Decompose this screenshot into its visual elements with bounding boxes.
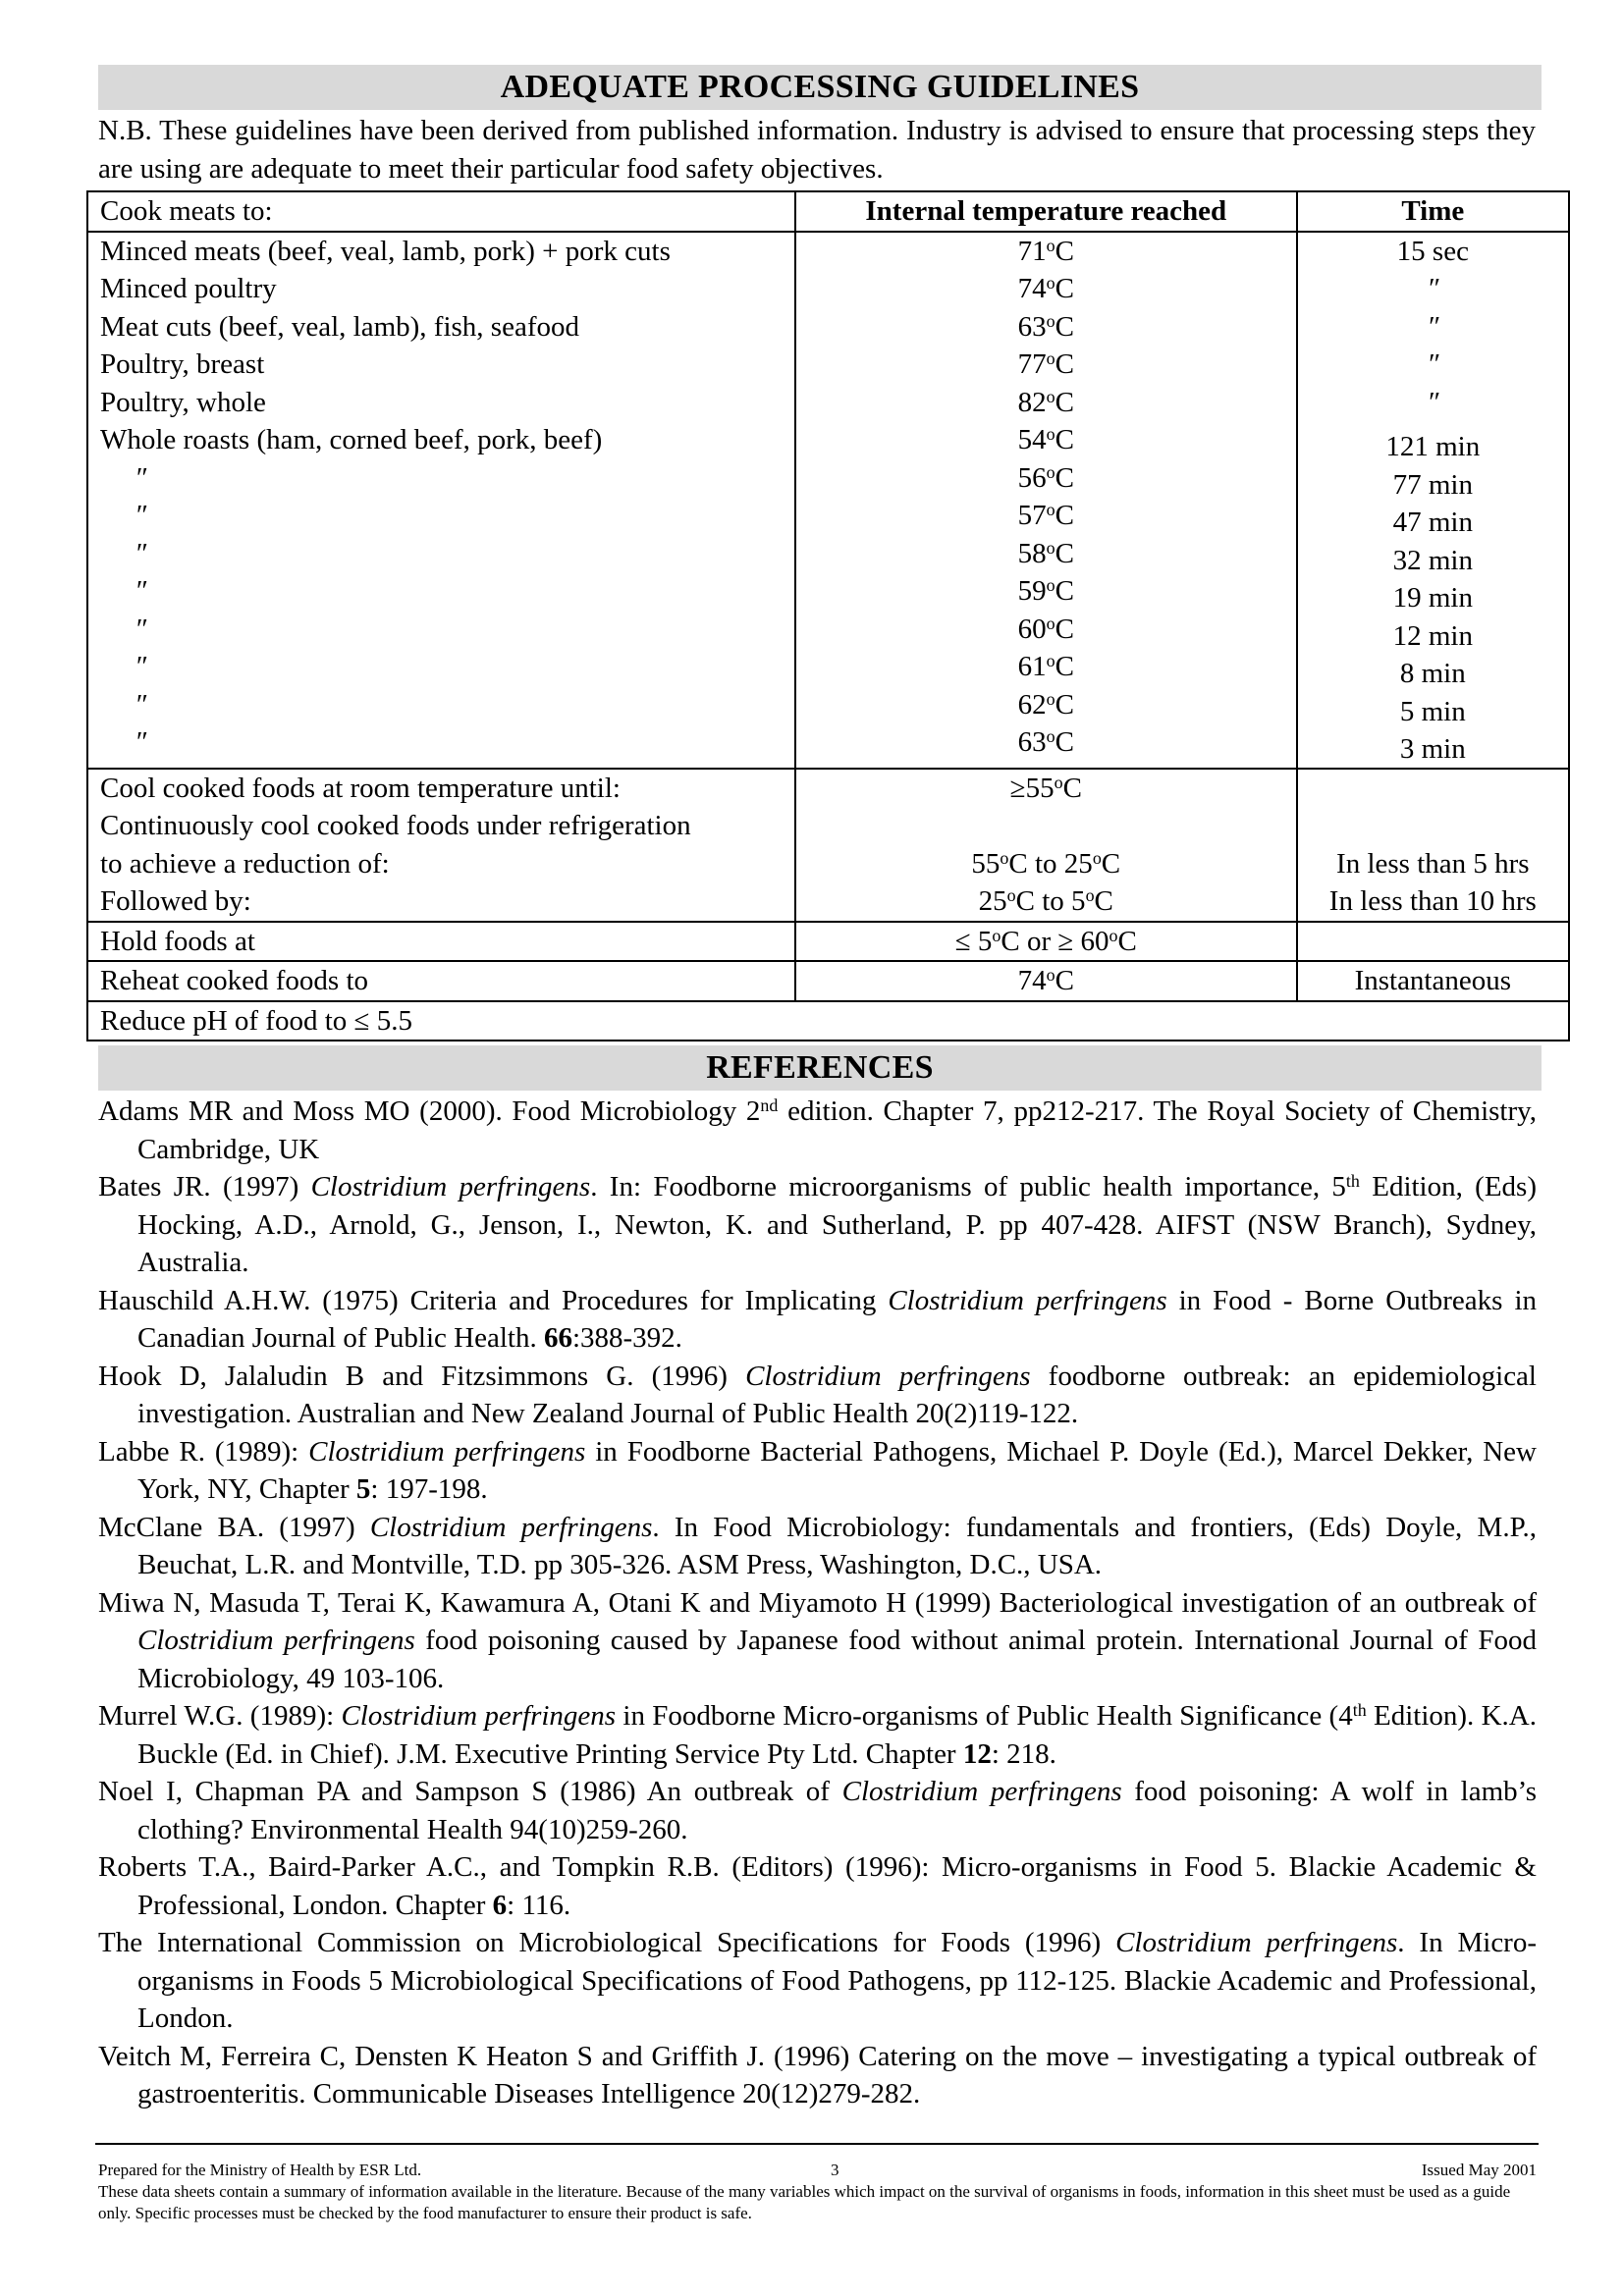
processing-table <box>86 190 1570 1041</box>
degree-unit: C <box>1055 537 1074 569</box>
ref-sup: th <box>1345 1171 1360 1192</box>
degree-sup: o <box>1046 613 1055 633</box>
cook-row-time: ″ <box>1427 386 1439 418</box>
references-list <box>98 1093 1537 2113</box>
degree-sup: o <box>1054 772 1063 792</box>
degree-sup: o <box>1092 847 1102 868</box>
ref-text: foodborne outbreak: an epidemiological investigation. Australian and New Zealand Journal of Public Health 20(2)119-122. <box>137 1360 1537 1429</box>
cook-row-temp <box>796 572 1296 611</box>
reference-item <box>98 1168 1537 1282</box>
cook-row-temp-value: 60 <box>1017 613 1047 645</box>
ref-italic: Clostridium perfringens <box>308 1435 586 1468</box>
cook-times-cell <box>1297 232 1569 769</box>
cool-temp-4a: 25 <box>978 885 1007 917</box>
cook-row-time: ″ <box>1427 273 1439 304</box>
cook-row-temp <box>796 611 1296 649</box>
ref-text: Noel I, Chapman PA and Sampson S (1986) An outbreak of <box>98 1776 842 1807</box>
cook-row-item: ″ <box>135 500 147 531</box>
cook-row-time: 121 min <box>1385 431 1481 462</box>
hold-item: Hold foods at <box>87 922 795 962</box>
ref-text: Murrel W.G. (1989): <box>98 1700 342 1732</box>
page <box>95 65 1539 2113</box>
cook-row-temp-value: 63 <box>1017 310 1047 343</box>
cool-temp-4 <box>796 882 1296 921</box>
cool-temp-1 <box>796 770 1296 808</box>
cool-temps-cell <box>795 769 1297 922</box>
degree-unit: C <box>1055 386 1074 418</box>
hold-temp-b: C or ≥ 60 <box>1001 925 1109 957</box>
cook-row-time: 3 min <box>1399 733 1466 765</box>
degree-sup: o <box>1046 461 1055 482</box>
degree-unit: C <box>1055 310 1074 343</box>
degree-sup: o <box>1046 688 1055 709</box>
header-cook-meats: Cook meats to: <box>87 191 795 232</box>
cook-row-time: 15 sec <box>1396 235 1469 267</box>
degree-sup: o <box>1046 500 1055 520</box>
ref-text: Hook D, Jalaludin B and Fitzsimmons G. (1996) <box>98 1360 746 1392</box>
ref-italic: Clostridium perfringens <box>310 1171 591 1202</box>
reference-item <box>98 1773 1537 1848</box>
ref-text: Miwa N, Masuda T, Terai K, Kawamura A, Otani K and Miyamoto H (1999) Bacteriological investigation of an outbreak of <box>98 1586 1537 1619</box>
degree-unit: C <box>1055 235 1074 267</box>
cook-row-temp <box>796 270 1296 308</box>
hold-temp <box>795 922 1297 962</box>
cool-temp-2 <box>796 807 1296 845</box>
ref-text: McClane BA. (1997) <box>98 1511 370 1543</box>
guidelines-note: N.B. These guidelines have been derived from published information. Industry is advised to ensure that processing steps they are using are adequate to meet their particular food safety objectives. <box>98 115 1536 185</box>
degree-sup: o <box>1046 726 1055 747</box>
cool-temp-1-value: ≥55 <box>1009 772 1055 804</box>
degree-unit: C <box>1055 726 1074 758</box>
ref-text: edition. Chapter 7, pp212-217. The Royal Society of Chemistry, Cambridge, UK <box>137 1095 1537 1165</box>
cool-time-1 <box>1298 770 1568 808</box>
cook-row-temp-value: 58 <box>1017 537 1047 569</box>
degree-unit: C <box>1055 348 1074 380</box>
cook-row-item: Whole roasts (ham, corned beef, pork, beef) <box>100 424 603 455</box>
ref-bold: 6 <box>492 1889 508 1921</box>
references-title: REFERENCES <box>98 1045 1542 1091</box>
ref-text: food poisoning: A wolf in lamb’s clothing? Environmental Health 94(10)259-260. <box>137 1776 1537 1845</box>
degree-unit: C <box>1055 688 1074 721</box>
cook-row-time: 12 min <box>1392 619 1473 652</box>
degree-unit: C <box>1055 424 1074 455</box>
hold-row <box>87 922 1569 962</box>
reference-item <box>98 1697 1537 1773</box>
reheat-item: Reheat cooked foods to <box>87 961 795 1001</box>
cool-items-cell <box>87 769 795 922</box>
degree-sup: o <box>1046 310 1055 331</box>
ref-italic: Clostridium perfringens <box>369 1511 653 1543</box>
cook-row-time: 19 min <box>1392 582 1473 614</box>
degree-sup: o <box>1046 235 1055 255</box>
ref-italic: Clostridium perfringens <box>841 1776 1122 1807</box>
cook-row-item: ″ <box>135 651 147 682</box>
ref-text: Veitch M, Ferreira C, Densten K Heaton S and Griffith J. (1996) Catering on the move – investigating a typical outbreak of gastroenteritis. Communicable Diseases Intelligence 20(12)279-282. <box>98 2040 1537 2109</box>
cook-items-cell <box>87 232 795 769</box>
cook-row-temp-value: 74 <box>1017 273 1047 304</box>
reference-item <box>98 1358 1537 1433</box>
cool-temp-4c: C <box>1094 885 1113 917</box>
ref-bold: 66 <box>543 1322 572 1354</box>
cool-line-1: Cool cooked foods at room temperature until: <box>100 772 621 804</box>
ref-text: : 197-198. <box>370 1473 488 1505</box>
ref-text: : 218. <box>991 1737 1056 1770</box>
cook-row-time: ″ <box>1427 348 1439 380</box>
reference-item <box>98 1924 1537 2038</box>
hold-time <box>1297 922 1569 962</box>
header-temperature: Internal temperature reached <box>795 191 1297 232</box>
ref-text: . In Micro-organisms in Foods 5 Microbiological Specifications of Food Pathogens, pp 112-125. Blackie Academic and Professional, London. <box>137 1927 1537 2034</box>
reference-item <box>98 1584 1537 1698</box>
cook-row-time: 5 min <box>1399 695 1466 727</box>
ref-text: Roberts T.A., Baird-Parker A.C., and Tompkin R.B. (Editors) (1996): Micro-organisms in Food 5. Blackie Academic & Professional, London. Chapter <box>98 1851 1537 1921</box>
cook-row-time: 8 min <box>1399 658 1466 689</box>
ref-text: . In: Foodborne microorganisms of public health importance, 5 <box>590 1171 1346 1202</box>
footer-row <box>98 2160 1537 2181</box>
ph-row <box>87 1001 1569 1041</box>
footer-rule <box>95 2143 1539 2145</box>
reference-item <box>98 1848 1537 1924</box>
degree-sup: o <box>1046 424 1055 445</box>
cool-line-2: Continuously cool cooked foods under refrigeration <box>100 810 691 841</box>
degree-unit: C <box>1055 500 1074 531</box>
degree-unit: C <box>1055 965 1074 996</box>
footer-page-number: 3 <box>831 2161 839 2179</box>
ref-italic: Clostridium perfringens <box>137 1625 415 1656</box>
ref-sup: th <box>1352 1700 1367 1721</box>
degree-sup: o <box>1046 386 1055 406</box>
cool-temp-3c: C <box>1101 847 1121 880</box>
ref-text: Hauschild A.H.W. (1975) Criteria and Procedures for Implicating <box>98 1284 889 1316</box>
cook-row-temp-value: 61 <box>1017 651 1047 682</box>
degree-unit: C <box>1055 651 1074 682</box>
ref-text: Edition, (Eds) Hocking, A.D., Arnold, G., Jenson, I., Newton, K. and Sutherland, P. pp 407-428. AIFST (NSW Branch), Sydney, Australia. <box>137 1171 1537 1278</box>
cool-row <box>87 769 1569 922</box>
cool-time-4: In less than 10 hrs <box>1328 885 1537 917</box>
degree-sup: o <box>1006 885 1016 906</box>
cook-row-item: ″ <box>135 461 147 494</box>
cook-row-temp <box>796 648 1296 686</box>
cook-row-item: Poultry, breast <box>100 348 265 380</box>
ref-italic: Clostridium perfringens <box>745 1360 1031 1392</box>
ref-text: . In Food Microbiology: fundamentals and frontiers, (Eds) Doyle, M.P., Beuchat, L.R. and Montville, T.D. pp 305-326. ASM Press, Washington, D.C., USA. <box>137 1511 1537 1580</box>
cook-row-time: 77 min <box>1392 468 1473 501</box>
cook-row-temp-value: 54 <box>1017 424 1047 455</box>
cook-row-temp <box>796 308 1296 347</box>
cook-row-temp <box>796 421 1296 459</box>
reference-item <box>98 1509 1537 1584</box>
footer-issued: Issued May 2001 <box>1421 2161 1537 2179</box>
ref-bold: 5 <box>355 1473 371 1505</box>
reheat-temp-value: 74 <box>1017 965 1047 996</box>
degree-sup: o <box>1046 575 1055 596</box>
cook-row-temp-value: 62 <box>1017 688 1047 721</box>
cool-time-3: In less than 5 hrs <box>1336 847 1530 880</box>
cook-row-temp-value: 59 <box>1017 575 1047 607</box>
header-time: Time <box>1297 191 1569 232</box>
footer-disclaimer: These data sheets contain a summary of information available in the literature. Because of the many variables which impact on the survival of organisms in foods, information in this sheet must be used as a guide only. Specific processes must be checked by the food manufacturer to ensure their product is safe. <box>98 2182 1511 2222</box>
cook-row-temp-value: 57 <box>1017 500 1047 531</box>
cook-row-item: ″ <box>135 613 147 645</box>
cook-row-temp <box>796 686 1296 724</box>
reference-item <box>98 2038 1537 2113</box>
cook-row-item: ″ <box>135 688 147 721</box>
cool-line-4: Followed by: <box>100 885 251 917</box>
cook-row-item: Poultry, whole <box>100 386 266 418</box>
hold-temp-a: ≤ 5 <box>954 925 993 957</box>
cook-row-temp-value: 71 <box>1017 235 1047 267</box>
table-header-row <box>87 191 1569 232</box>
cook-row-time: 32 min <box>1392 544 1473 576</box>
reference-item <box>98 1093 1537 1168</box>
degree-unit: C <box>1055 575 1074 607</box>
degree-sup: o <box>1000 847 1009 868</box>
ref-italic: Clostridium perfringens <box>341 1700 617 1732</box>
cool-time-2 <box>1298 807 1568 845</box>
cook-row-temp <box>796 723 1296 762</box>
reheat-temp <box>795 961 1297 1001</box>
ref-italic: Clostridium perfringens <box>1115 1927 1398 1958</box>
cool-temp-3a: 55 <box>971 847 1001 880</box>
ref-text: Edition). K.A. Buckle (Ed. in Chief). J.M. Executive Printing Service Pty Ltd. Chapter <box>137 1700 1537 1770</box>
cool-times-cell <box>1297 769 1569 922</box>
cook-row-item: ″ <box>135 575 147 607</box>
cook-row-temp <box>796 233 1296 271</box>
degree-unit: C <box>1055 273 1074 304</box>
degree-unit: C <box>1055 613 1074 645</box>
cook-row-temp-value: 82 <box>1017 386 1047 418</box>
cook-row-temp <box>796 346 1296 384</box>
cool-temp-4b: C to 5 <box>1015 885 1086 917</box>
degree-sup: o <box>1046 348 1055 369</box>
hold-temp-c: C <box>1117 925 1137 957</box>
degree-sup: o <box>1109 925 1118 945</box>
reheat-row <box>87 961 1569 1001</box>
footer <box>98 2160 1537 2224</box>
cook-row-temp <box>796 384 1296 422</box>
cook-rows-block <box>87 232 1569 769</box>
ref-text: : 116. <box>507 1889 571 1921</box>
cook-row-temp-value: 56 <box>1017 461 1047 494</box>
ref-italic: Clostridium perfringens <box>888 1284 1167 1316</box>
ph-item: Reduce pH of food to ≤ 5.5 <box>87 1001 1569 1041</box>
degree-sup: o <box>1046 273 1055 294</box>
cook-row-temp <box>796 497 1296 535</box>
cook-row-temp-value: 63 <box>1017 726 1047 758</box>
ref-text: The International Commission on Microbiological Specifications for Foods (1996) <box>98 1927 1116 1958</box>
cook-row-item: ″ <box>135 537 147 569</box>
cook-row-temp <box>796 459 1296 498</box>
guidelines-title: ADEQUATE PROCESSING GUIDELINES <box>98 65 1542 110</box>
footer-prepared-by: Prepared for the Ministry of Health by ESR Ltd. <box>98 2161 422 2179</box>
ref-text: :388-392. <box>571 1322 682 1354</box>
reference-item <box>98 1433 1537 1509</box>
ref-text: in Food - Borne Outbreaks in Canadian Journal of Public Health. <box>137 1284 1537 1354</box>
cook-row-item: ″ <box>135 726 147 758</box>
cool-temp-3 <box>796 845 1296 883</box>
degree-sup: o <box>1046 965 1055 986</box>
cool-line-3: to achieve a reduction of: <box>100 847 390 880</box>
cook-row-time: 47 min <box>1392 507 1473 538</box>
cool-temp-3b: C to 25 <box>1008 847 1093 880</box>
ref-text: in Foodborne Bacterial Pathogens, Michael P. Doyle (Ed.), Marcel Dekker, New York, NY, Chapter <box>137 1435 1537 1505</box>
cook-row-item: Minced poultry <box>100 273 277 304</box>
reference-item <box>98 1282 1537 1358</box>
reheat-time: Instantaneous <box>1297 961 1569 1001</box>
cook-row-item: Meat cuts (beef, veal, lamb), fish, seafood <box>100 310 579 343</box>
cook-row-temp <box>796 535 1296 573</box>
cook-temps-cell <box>795 232 1297 769</box>
ref-sup: nd <box>760 1095 779 1116</box>
degree-sup: o <box>1046 651 1055 671</box>
cook-row-item: Minced meats (beef, veal, lamb, pork) + pork cuts <box>100 235 671 267</box>
cook-row-time: ″ <box>1427 310 1439 343</box>
degree-unit: C <box>1062 772 1082 804</box>
ref-text: Labbe R. (1989): <box>98 1435 309 1468</box>
ref-bold: 12 <box>962 1737 992 1770</box>
degree-sup: o <box>1046 537 1055 558</box>
ref-text: Bates JR. (1997) <box>98 1171 311 1202</box>
degree-sup: o <box>992 925 1001 945</box>
degree-sup: o <box>1085 885 1095 906</box>
degree-unit: C <box>1055 461 1074 494</box>
ref-text: food poisoning caused by Japanese food without animal protein. International Journal of Food Microbiology, 49 103-106. <box>137 1625 1537 1694</box>
cook-row-temp-value: 77 <box>1017 348 1047 380</box>
ref-text: in Foodborne Micro-organisms of Public Health Significance (4 <box>616 1700 1353 1732</box>
ref-text: Adams MR and Moss MO (2000). Food Microbiology 2 <box>98 1095 761 1127</box>
